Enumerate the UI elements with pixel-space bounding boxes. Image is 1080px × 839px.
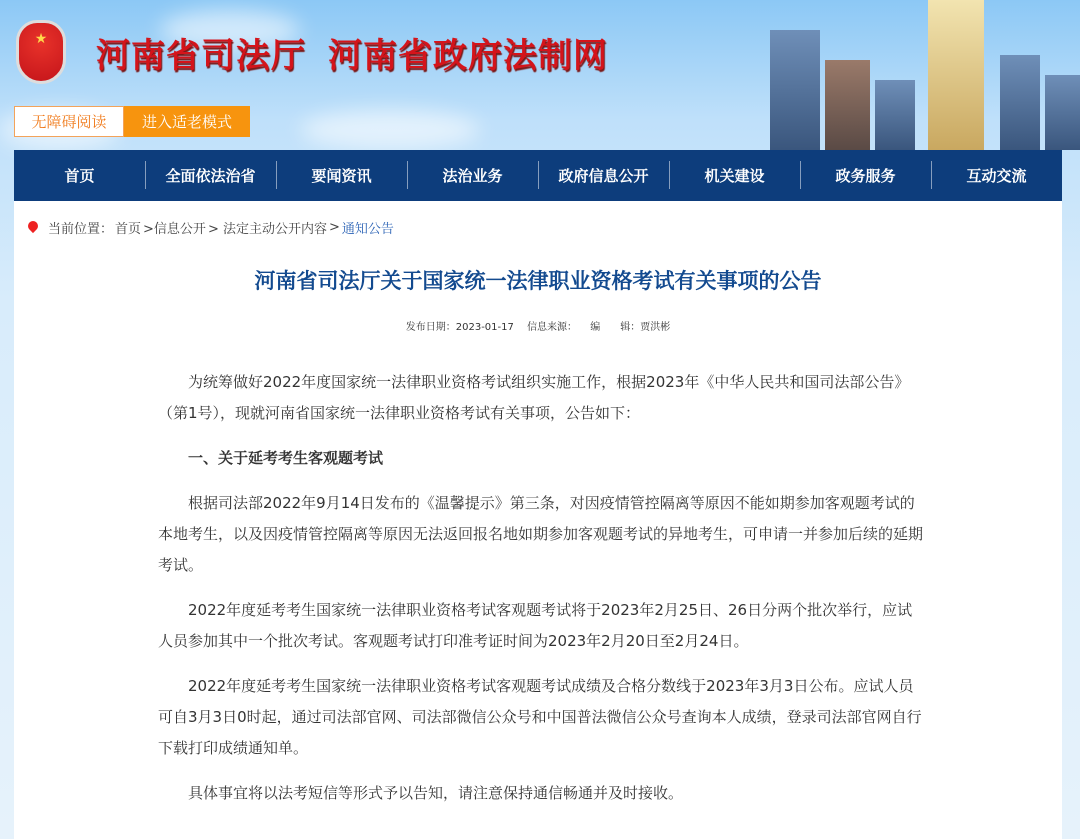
nav-news[interactable]: 要闻资讯	[276, 165, 407, 186]
location-pin-icon	[28, 221, 38, 235]
paragraph: 具体事宜将以法考短信等形式予以告知，请注意保持通信畅通并及时接收。	[188, 784, 684, 802]
breadcrumb-home[interactable]: 首页	[115, 222, 142, 237]
paragraph: 为统筹做好2022年度国家统一法律职业资格考试组织实施工作，根据2023年《中华人民共和国司法部公告》（第1号），现就河南省国家统一法律职业资格考试有关事项，公告如下：	[158, 373, 910, 422]
emblem-logo: ★	[16, 20, 66, 84]
nav-agency[interactable]: 机关建设	[669, 165, 800, 186]
breadcrumb-label: 当前位置：	[48, 222, 114, 237]
paragraph: 2022年度延考考生国家统一法律职业资格考试客观题考试成绩及合格分数线于2023年3月3日公布。应试人员可自3月3日0时起，通过司法部官网、司法部微信公众号和中国普法微信公众号查询本人成绩，登录司法部官网自行下载打印成绩通知单。	[158, 677, 922, 757]
article-body	[158, 367, 924, 823]
city-skyline-image	[660, 0, 1080, 150]
nav-home[interactable]: 首页	[64, 167, 95, 185]
nav-interaction[interactable]: 互动交流	[931, 165, 1062, 186]
publish-date: 发布日期：2023-01-17	[405, 322, 514, 333]
breadcrumb-separator: >	[328, 220, 340, 235]
paragraph: 根据司法部2022年9月14日发布的《温馨提示》第三条，对因疫情管控隔离等原因不能如期参加客观题考试的本地考生，以及因疫情管控隔离等原因无法返回报名地如期参加客观题考试的异地考生，可申请一并参加后续的延期考试。	[158, 494, 924, 574]
breadcrumb	[28, 218, 394, 237]
accessible-reading-button[interactable]: 无障碍阅读	[14, 106, 124, 137]
elder-mode-button[interactable]: 进入适老模式	[124, 106, 250, 137]
breadcrumb-current[interactable]: 通知公告	[341, 222, 394, 237]
breadcrumb-statutory[interactable]: > 法定主动公开内容	[207, 222, 327, 237]
article-title: 河南省司法厅关于国家统一法律职业资格考试有关事项的公告	[254, 269, 822, 293]
section-heading: 一、关于延考考生客观题考试	[188, 449, 384, 467]
nav-rule-of-law[interactable]: 全面依法治省	[145, 165, 276, 186]
nav-gov-info[interactable]: 政府信息公开	[538, 165, 669, 186]
article-meta	[14, 318, 1062, 333]
nav-services[interactable]: 政务服务	[800, 165, 931, 186]
content-area	[14, 201, 1062, 839]
info-source: 信息来源：	[527, 322, 578, 333]
site-title: 河南省司法厅 河南省政府法制网	[96, 36, 608, 76]
main-nav	[14, 150, 1062, 201]
editor: 编 辑：贾洪彬	[590, 322, 671, 333]
breadcrumb-info[interactable]: >信息公开	[143, 222, 206, 237]
nav-legal-business[interactable]: 法治业务	[407, 165, 538, 186]
paragraph: 2022年度延考考生国家统一法律职业资格考试客观题考试将于2023年2月25日、26日分两个批次举行，应试人员参加其中一个批次考试。客观题考试打印准考证时间为2023年2月20日至2月24日。	[158, 601, 913, 650]
site-header	[0, 0, 1080, 150]
